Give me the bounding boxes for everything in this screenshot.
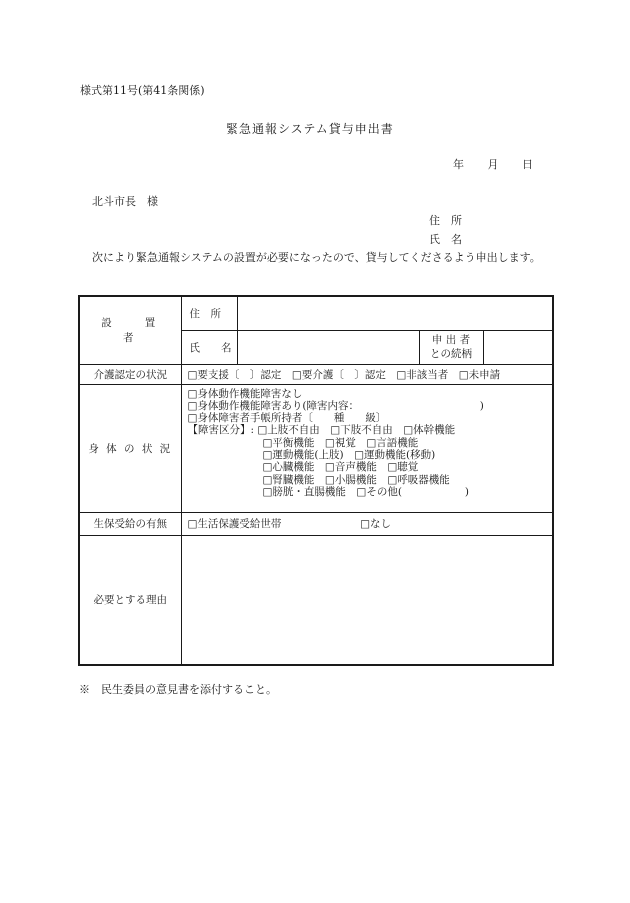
applicant-address-label: 住 所 [429, 214, 462, 227]
date-month: 月 [487, 158, 499, 171]
care-status-label: 介護認定の状況 [79, 364, 181, 384]
body-line-4: 【障害区分】: □上肢不自由 □下肢不自由 □体幹機能 [187, 424, 456, 437]
application-table [78, 295, 554, 666]
intro-text: 次により緊急通報システムの設置が必要になったので、貸与してくださるよう申出します。 [92, 251, 541, 264]
welfare-option-none[interactable]: □なし [360, 518, 392, 530]
body-condition-label: 身 体 の 状 況 [79, 384, 181, 512]
installer-name-label: 氏 名 [181, 330, 237, 364]
date-line [453, 156, 533, 172]
installer-label: 設 置 者 [79, 296, 181, 364]
body-condition-options[interactable] [181, 384, 553, 512]
form-number: 様式第11号(第41条関係) [80, 84, 205, 97]
relation-label-line1: 申 出 者 [431, 334, 471, 346]
welfare-options[interactable] [181, 512, 553, 535]
applicant-name-label: 氏 名 [429, 233, 462, 246]
body-line-6: □運動機能(上肢) □運動機能(移動) [262, 448, 436, 461]
date-year: 年 [453, 158, 464, 171]
body-line-9: □膀胱・直腸機能 □その他( ) [262, 485, 470, 498]
body-line-5: □平衡機能 □視覚 □言語機能 [262, 436, 419, 449]
welfare-label: 生保受給の有無 [79, 512, 181, 535]
relation-label-line2: との続柄 [430, 348, 472, 360]
attachment-note: ※ 民生委員の意見書を添付すること。 [79, 683, 277, 696]
reason-label: 必要とする理由 [79, 535, 181, 665]
body-line-2: □身体動作機能障害あり(障害内容： ) [187, 399, 484, 412]
date-day: 日 [522, 158, 533, 171]
welfare-option-household[interactable]: □生活保護受給世帯 [187, 518, 282, 530]
body-line-7: □心臓機能 □音声機能 □聴覚 [262, 461, 419, 474]
body-line-8: □腎臓機能 □小腸機能 □呼吸器機能 [262, 473, 450, 486]
installer-address-field[interactable] [237, 296, 553, 330]
body-line-1: □身体動作機能障害なし [187, 387, 303, 400]
installer-address-label: 住 所 [181, 296, 237, 330]
relation-field[interactable] [483, 330, 553, 364]
relation-label [419, 330, 483, 364]
page-title: 緊急通報システム貸与申出書 [226, 122, 394, 136]
reason-field[interactable] [181, 535, 553, 665]
installer-name-field[interactable] [237, 330, 419, 364]
care-status-options[interactable]: □要支援〔 〕認定 □要介護〔 〕認定 □非該当者 □未申請 [181, 364, 553, 384]
addressee: 北斗市長 様 [92, 195, 158, 208]
body-line-3: □身体障害者手帳所持者〔 種 級〕 [187, 412, 387, 425]
